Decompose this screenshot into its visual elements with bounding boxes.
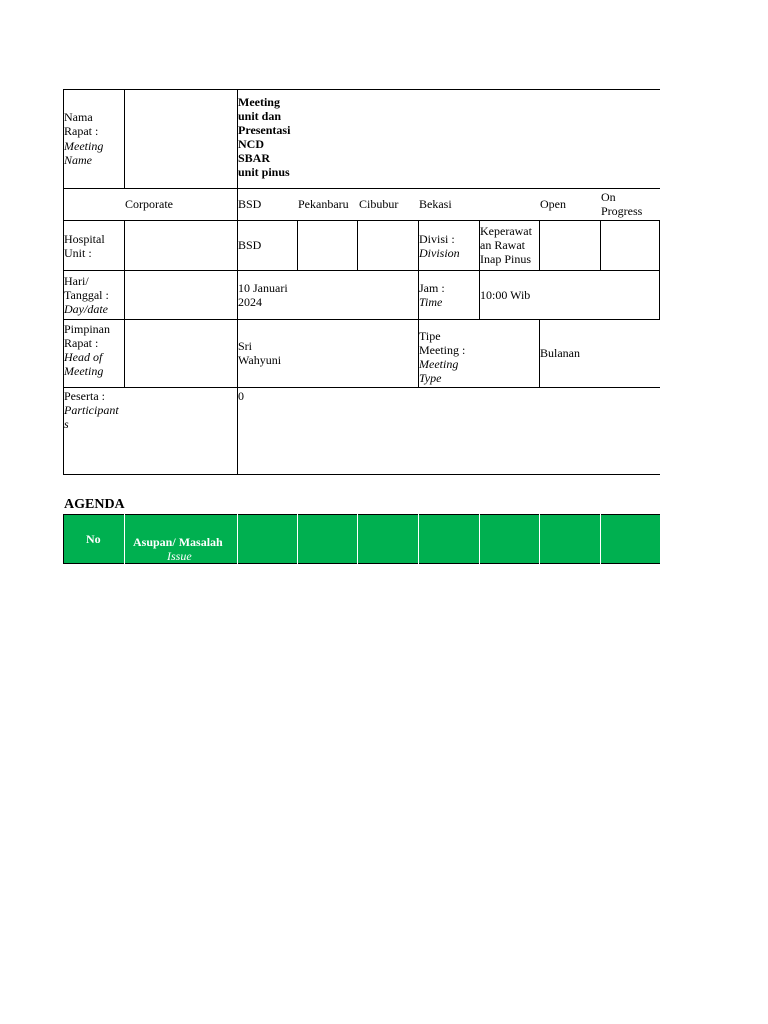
day-value: 10 Januari 2024 xyxy=(238,281,288,309)
type-value: Bulanan xyxy=(540,346,580,360)
agenda-issue-header: Asupan/ Masalah xyxy=(133,535,223,549)
hospital-unit-value: BSD xyxy=(238,238,262,252)
v-line xyxy=(63,514,64,564)
agenda-issue-header-en: Issue xyxy=(167,549,192,563)
on-progress-label: On Progress xyxy=(601,190,643,218)
v-line xyxy=(237,514,238,564)
corporate-label: Corporate xyxy=(125,197,173,211)
h-line xyxy=(63,563,660,564)
cibubur-label: Cibubur xyxy=(359,197,399,211)
h-line xyxy=(63,220,660,221)
head-label: Pimpinan Rapat : xyxy=(64,322,111,350)
divisi-label: Divisi : xyxy=(419,232,455,246)
v-line xyxy=(539,220,540,271)
jam-label-en: Time xyxy=(419,295,443,309)
v-line xyxy=(479,514,480,564)
meeting-name-label: Nama Rapat : xyxy=(64,110,99,138)
v-line xyxy=(357,220,358,271)
h-line xyxy=(63,319,660,320)
v-line xyxy=(297,220,298,271)
type-label: Tipe Meeting : xyxy=(419,329,466,357)
open-label: Open xyxy=(540,197,566,211)
head-label-en: Head of Meeting xyxy=(64,350,104,378)
bsd-label: BSD xyxy=(238,197,262,211)
v-line xyxy=(659,220,660,320)
h-line xyxy=(63,514,660,515)
bekasi-label: Bekasi xyxy=(419,197,452,211)
head-value: Sri Wahyuni xyxy=(238,339,282,367)
v-line xyxy=(124,220,125,388)
agenda-no-header: No xyxy=(86,532,101,546)
participants-label: Peserta : xyxy=(64,389,105,403)
h-line xyxy=(63,387,660,388)
v-line xyxy=(539,514,540,564)
v-line xyxy=(600,220,601,271)
v-line xyxy=(600,514,601,564)
hospital-unit-label: Hospital Unit : xyxy=(64,232,105,260)
meeting-name-value: Meeting unit dan Presentasi NCD SBAR unit pinus xyxy=(238,95,291,179)
v-line xyxy=(124,89,125,189)
participants-label-en: Participant s xyxy=(64,403,119,431)
day-label-en: Day/date xyxy=(64,302,108,316)
divisi-label-en: Division xyxy=(419,246,460,260)
jam-label: Jam : xyxy=(419,281,445,295)
h-line xyxy=(63,474,660,475)
h-line xyxy=(63,270,660,271)
v-line xyxy=(418,514,419,564)
h-line xyxy=(63,188,660,189)
agenda-title: AGENDA xyxy=(64,497,125,512)
participants-value: 0 xyxy=(238,389,244,403)
meeting-name-label-en: Meeting Name xyxy=(64,139,104,167)
day-label: Hari/ Tanggal : xyxy=(64,274,109,302)
h-line xyxy=(63,89,660,90)
v-line xyxy=(124,514,125,564)
pekanbaru-label: Pekanbaru xyxy=(298,197,349,211)
jam-value: 10:00 Wib xyxy=(480,288,531,302)
v-line xyxy=(297,514,298,564)
v-line xyxy=(357,514,358,564)
divisi-value: Keperawat an Rawat Inap Pinus xyxy=(480,224,532,266)
type-label-en: Meeting Type xyxy=(419,357,459,385)
